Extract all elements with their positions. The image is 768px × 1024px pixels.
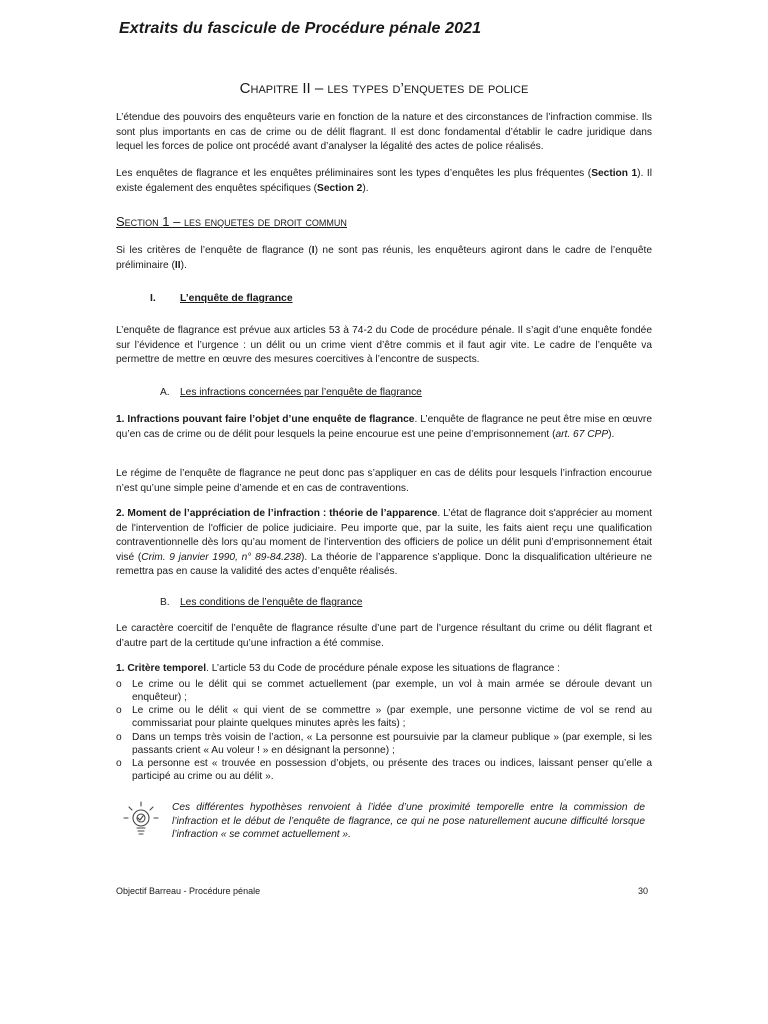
section-1-paragraph: Si les critères de l’enquête de flagrance (I) ne sont pas réunis, les enquêteurs agiront dans le cadre de l’enquête préliminaire (II). — [116, 245, 652, 271]
subsection-a-heading — [160, 387, 422, 398]
bullet-marker: o — [116, 732, 122, 743]
part-1-paragraph: L’enquête de flagrance est prévue aux articles 53 à 74-2 du Code de procédure pénale. Il s’agit d’une enquête fondée sur l’évidence et l’urgence : un délit ou un crime vient d’être commis et il faut agir vite. Le cadre de l’enquête va permettre de mettre en œuvre des mesures coercitives à l’encontre de suspects. — [116, 325, 652, 365]
lightbulb-icon — [123, 801, 159, 837]
subsection-a-paragraph-3: 2. Moment de l’appréciation de l’infraction : théorie de l’apparence. L’état de flagrance doit s'apprécier au moment de l'intervention de l'officier de police judiciaire. Peu importe que, par la suite, les faits aient reçu une qualification contraventionnelle dès lors qu’au moment de l’intervention des officiers de police un délit puni d’emprisonnement était visé (Crim. 9 janvier 1990, n° 89-84.238). La théorie de l’apparence s’applique. Donc la disqualification ultérieure ne remettra pas en cause la validité des actes d’enquête réalisés. — [116, 508, 652, 577]
subsection-a-title: Les infractions concernées par l’enquête de flagrance — [180, 387, 422, 398]
part-1-heading — [150, 293, 293, 304]
subsection-a-paragraph-1: 1. Infractions pouvant faire l’objet d’une enquête de flagrance. L’enquête de flagrance ne peut être mise en œuvre qu’en cas de crime ou de délit pour lesquels la peine encourue est une peine d’emprisonnement (art. 67 CPP). — [116, 414, 652, 440]
bullet-marker: o — [116, 758, 122, 769]
list-item-text: Le crime ou le délit « qui vient de se commettre » (par exemple, une personne victime de vol se rend au commissariat pour plainte quelques minutes après les faits) ; — [132, 705, 652, 729]
subsection-b-paragraph-1: Le caractère coercitif de l’enquête de flagrance résulte d’une part de l’urgence résultant du crime ou délit flagrant et d’autre part de la certitude qu’une infraction a été commise. — [116, 623, 652, 649]
subsection-a-paragraph-2: Le régime de l’enquête de flagrance ne peut donc pas s’appliquer en cas de délits pour lesquels l’infraction encourue n’est qu’une simple peine d’amende et en cas de contraventions. — [116, 468, 652, 494]
part-1-title: L’enquête de flagrance — [180, 293, 293, 304]
page-number: 30 — [638, 886, 649, 896]
subsection-a-letter: A. — [160, 387, 170, 398]
list-item-text: Le crime ou le délit qui se commet actuellement (par exemple, un vol à main armée se déroule devant un enquêteur) ; — [132, 679, 652, 703]
bullet-marker: o — [116, 705, 122, 716]
chapter-title: Chapitre II – les types d’enquetes de police — [239, 80, 529, 97]
tip-note: Ces différentes hypothèses renvoient à l’idée d’une proximité temporelle entre la commission de l’infraction et le début de l’enquête de flagrance, ce qui ne pose naturellement aucune difficulté lorsque l’infraction « se commet actuellement ». — [172, 802, 645, 840]
subsection-b-heading — [160, 597, 363, 608]
subsection-b-letter: B. — [160, 597, 170, 608]
intro-paragraph-1: L’étendue des pouvoirs des enquêteurs varie en fonction de la nature et des circonstances de l’infraction commise. Ils sont plus importants en cas de crime ou de délit flagrant. Il est donc fondamental d’établir le cadre juridique dans lequel les forces de police ont procédé avant d’analyser la légalité des actes de police réalisés. — [116, 112, 652, 152]
subsection-b-paragraph-2: 1. Critère temporel. L’article 53 du Code de procédure pénale expose les situations de flagrance : — [116, 663, 560, 674]
footer-text: Objectif Barreau - Procédure pénale — [116, 886, 261, 896]
section-1-title: Section 1 – les enquetes de droit commun — [116, 214, 347, 229]
list-item-text: La personne est « trouvée en possession d’objets, ou présente des traces ou indices, laissant penser qu’elle a participé au crime ou au délit ». — [132, 758, 652, 782]
subsection-b-title: Les conditions de l’enquête de flagrance — [180, 597, 363, 608]
intro-paragraph-2: Les enquêtes de flagrance et les enquêtes préliminaires sont les types d’enquêtes les plus fréquentes (Section 1). Il existe également des enquêtes spécifiques (Section 2). — [116, 168, 653, 194]
bullet-marker: o — [116, 679, 122, 690]
list-item-text: Dans un temps très voisin de l’action, « La personne est poursuivie par la clameur publique » (par exemple, si les passants crient « Au voleur ! » en désignant la personne) ; — [132, 732, 652, 756]
document-header-title: Extraits du fascicule de Procédure pénale 2021 — [119, 20, 482, 37]
part-1-number: I. — [150, 293, 156, 304]
